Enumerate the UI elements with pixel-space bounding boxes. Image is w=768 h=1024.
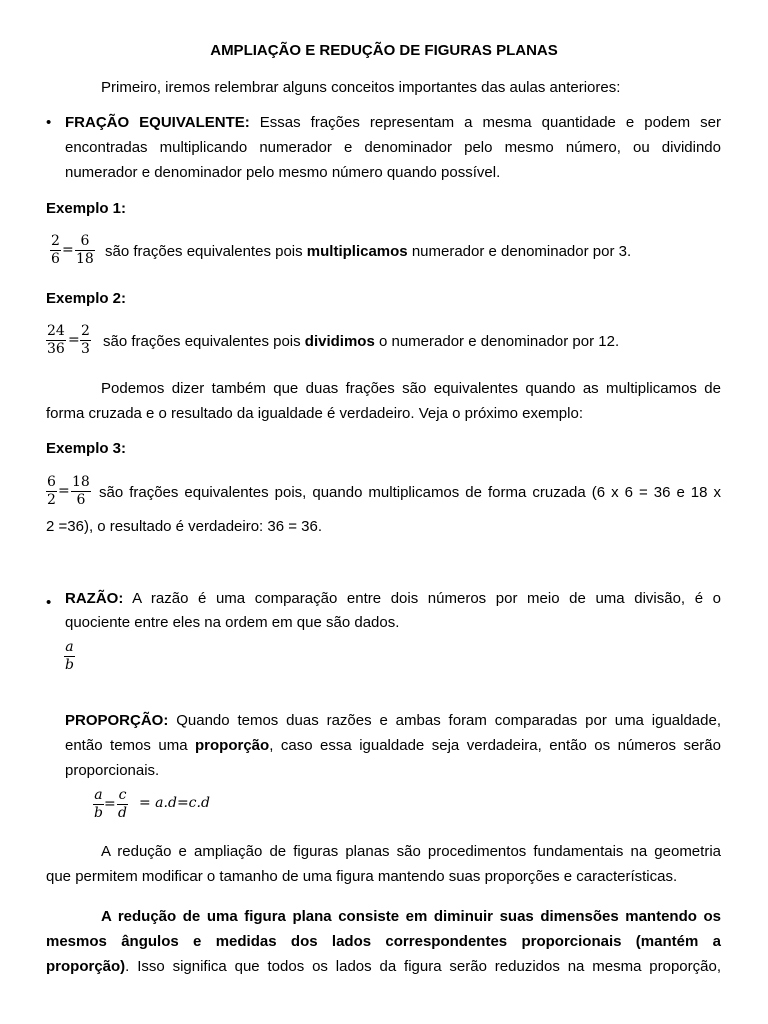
document-page: AMPLIAÇÃO E REDUÇÃO DE FIGURAS PLANAS Primeiro, iremos relembrar alguns conceitos importantes das aulas anteriores: • FRAÇÃO EQUIVALENTE: Essas frações representam a mesma quantidade e podem ser encontradas multiplicando numerador e denominador pelo mesmo número, ou dividindo numerador e denominador pelo mesmo número quando possível. Exemplo 1: 2 6 = 6 18 são frações equivalentes pois multiplicamos numerador e denominador por 3. Exemplo 2: 24 36 = 2 3 são frações equivalentes pois dividimos o numerador e denominador por 12. Podemos dizer também que duas frações são equivalentes quando as multiplicamos de forma cruzada e o resultado da igualdade é verdadeiro. Veja o próximo exemplo: Exemplo 3: 6 2 = 18 6 são frações equivalentes pois, quando multiplicamos de forma cruzada (6 x 6 = 36 e 18 x 2 =36), o resultado é verdadeiro: 36 = 36. • RAZÃO: A razão é uma comparação entre dois números por meio de uma divisão, é o quociente entre eles na ordem em que são dados. a b PROPORÇÃO: Quando temos duas razões e ambas foram comparadas por uma igualdade, então temos uma proporção, caso essa igualdade seja verdadeira, então os números serão proporcionais. a b = c d = a.d=c.d A redução e ampliação de figuras planas são procedimentos fundamentais na geometria que permitem modificar o tamanho de uma figura mantendo suas proporções e características. A redução de uma figura plana consiste em diminuir suas dimensões mantendo os mesmos ângulos e medidas dos lados correspondentes proporcionais (mantém a proporção). Isso significa que todos os lados da figura serão reduzidos na mesma proporção,	[0, 0, 768, 1024]
proporcao-label: PROPORÇÃO:	[65, 712, 169, 729]
razao-line2: quociente entre eles na ordem em que são dados.	[65, 614, 400, 631]
fracao-line1	[65, 110, 721, 135]
proporcao-line2: então temos uma proporção, caso essa igualdade seja verdadeira, então os números serão	[65, 737, 721, 754]
fraction: 2 6	[51, 233, 60, 267]
reducao-intro-line1: A redução e ampliação de figuras planas são procedimentos fundamentais na geometria	[101, 843, 721, 860]
bullet-icon: •	[46, 594, 52, 611]
reducao-intro-line2: que permitem modificar o tamanho de uma figura mantendo suas proporções e características.	[46, 868, 678, 885]
fraction: 18 6	[72, 474, 90, 508]
podemos-line1: Podemos dizer também que duas frações são equivalentes quando as multiplicamos de	[101, 380, 721, 397]
razao-line1: RAZÃO: A razão é uma comparação entre dois números por meio de uma divisão, é o	[65, 590, 721, 607]
intro-text: Primeiro, iremos relembrar alguns conceitos importantes das aulas anteriores:	[101, 79, 621, 96]
reducao-def-line1: A redução de uma figura plana consiste em diminuir suas dimensões mantendo os	[101, 908, 721, 925]
fraction: 2 3	[81, 323, 90, 357]
example-3-heading: Exemplo 3:	[46, 440, 127, 457]
podemos-line2: forma cruzada e o resultado da igualdade é verdadeiro. Veja o próximo exemplo:	[46, 405, 583, 422]
example-2-text: são frações equivalentes pois dividimos o numerador e denominador por 12.	[103, 333, 620, 350]
proporcao-line1: PROPORÇÃO: Quando temos duas razões e ambas foram comparadas por uma igualdade,	[65, 712, 721, 729]
fracao-label: FRAÇÃO EQUIVALENTE:	[65, 114, 250, 131]
fraction: a b	[94, 787, 103, 821]
proporcao-line3: proporcionais.	[65, 762, 160, 779]
example-1-heading: Exemplo 1:	[46, 200, 127, 217]
fraction: 6 18	[76, 233, 94, 267]
fracao-line3: numerador e denominador pelo mesmo número quando possível.	[65, 164, 501, 181]
bullet-icon: •	[46, 114, 52, 131]
page-title: AMPLIAÇÃO E REDUÇÃO DE FIGURAS PLANAS	[210, 42, 558, 59]
example-1-text: são frações equivalentes pois multiplicamos numerador e denominador por 3.	[105, 243, 632, 260]
fraction: 6 2	[47, 474, 56, 508]
fracao-text: Essas frações representam a mesma quantidade e podem ser	[259, 114, 722, 131]
example-3-line2: 2 =36), o resultado é verdadeiro: 36 = 36.	[46, 518, 323, 535]
fracao-line2: encontradas multiplicando numerador e denominador pelo mesmo número, ou dividindo	[65, 139, 721, 156]
fraction: a b	[65, 639, 74, 673]
razao-label: RAZÃO:	[65, 590, 124, 607]
fraction: c d	[118, 787, 127, 821]
example-2-heading: Exemplo 2:	[46, 290, 127, 307]
example-3-line1: são frações equivalentes pois, quando multiplicamos de forma cruzada (6 x 6 = 36 e 18 x	[99, 484, 721, 501]
fraction: 24 36	[47, 323, 65, 357]
reducao-def-line2: mesmos ângulos e medidas dos lados correspondentes proporcionais (mantém a	[46, 933, 721, 950]
reducao-def-line3: proporção). Isso significa que todos os lados da figura serão reduzidos na mesma proporção,	[46, 958, 721, 975]
